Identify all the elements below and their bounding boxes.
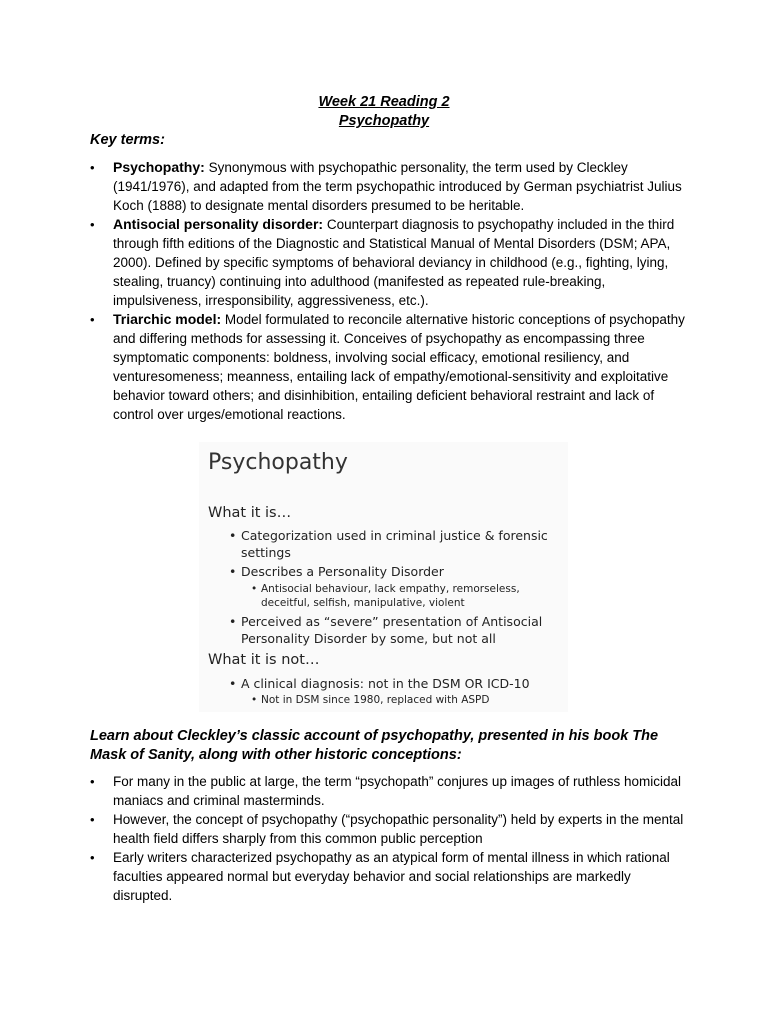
list-item [90, 848, 690, 905]
slide-subpoint-text: Antisocial behaviour, lack empathy, remorseless, deceitful, selfish, manipulative, violent [261, 583, 520, 609]
slide-point [229, 613, 571, 647]
learn-points-list [90, 772, 690, 905]
bullet-icon: • [90, 312, 95, 327]
bullet-icon: • [90, 812, 95, 827]
bullet-icon: • [251, 694, 258, 706]
document-title [0, 93, 768, 131]
bullet-icon: • [90, 160, 95, 175]
list-item [90, 810, 690, 848]
title-week: Week 21 Reading 2 [318, 94, 450, 110]
slide-point-text: Perceived as “severe” presentation of Antisocial Personality Disorder by some, but not all [241, 614, 543, 646]
list-item [90, 158, 690, 215]
list-item-text: For many in the public at large, the term “psychopath” conjures up images of ruthless homicidal maniacs and criminal masterminds. [113, 774, 682, 808]
slide-what-it-is-not: What it is not… [208, 652, 320, 668]
bullet-icon: • [229, 676, 237, 691]
term-label: Psychopathy: [113, 159, 205, 175]
slide-point-text: A clinical diagnosis: not in the DSM OR ICD-10 [241, 676, 530, 691]
slide-point [229, 527, 571, 561]
bullet-icon: • [90, 217, 95, 232]
term-definition: Synonymous with psychopathic personality, the term used by Cleckley (1941/1976), and adapted from the term psychopathic introduced by German psychiatrist Julius Koch (1888) to designate mental disorders presumed to be heritable. [113, 160, 682, 213]
bullet-icon: • [229, 528, 237, 543]
key-terms-list [90, 158, 690, 424]
term-label: Triarchic model: [113, 311, 222, 327]
list-item [90, 310, 690, 424]
slide-point [229, 675, 571, 692]
bullet-icon: • [229, 564, 237, 579]
slide-title: Psychopathy [208, 450, 348, 475]
slide-what-it-is: What it is… [208, 505, 292, 521]
slide-point-text: Describes a Personality Disorder [241, 564, 444, 579]
bullet-icon: • [251, 583, 258, 595]
term-definition: Counterpart diagnosis to psychopathy included in the third through fifth editions of the Diagnostic and Statistical Manual of Mental Disorders (DSM; APA, 2000). Defined by specific symptoms of behavioral deviancy in childhood (e.g., fighting, lying, stealing, truancy) continuing into adulthood (manifested as repeated rule-breaking, impulsiveness, irresponsibility, aggressiveness, etc.). [113, 217, 675, 308]
term-definition: Model formulated to reconcile alternative historic conceptions of psychopathy and differing methods for assessing it. Conceives of psychopathy as encompassing three symptomatic components: boldness, involving social efficacy, emotional resiliency, and venturesomeness; meanness, entailing lack of empathy/emotional-sensitivity and exploitative behavior toward others; and disinhibition, entailing deficient behavioral restraint and lack of control over urges/emotional reactions. [113, 312, 685, 422]
list-item [90, 772, 690, 810]
bullet-icon: • [90, 850, 95, 865]
slide-subpoint [251, 693, 571, 707]
list-item-text: Early writers characterized psychopathy as an atypical form of mental illness in which rational faculties appeared normal but everyday behavior and social relationships are markedly disrupted. [113, 850, 670, 903]
list-item-text: However, the concept of psychopathy (“psychopathic personality”) held by experts in the mental health field differs sharply from this common public perception [113, 812, 684, 846]
list-item [90, 215, 690, 310]
bullet-icon: • [90, 774, 95, 789]
slide-point-text: Categorization used in criminal justice & forensic settings [241, 528, 548, 560]
title-topic: Psychopathy [338, 113, 430, 129]
section-heading: Learn about Cleckley’s classic account of psychopathy, presented in his book The Mask of Sanity, along with other historic conceptions: [90, 728, 659, 763]
term-label: Antisocial personality disorder: [113, 216, 324, 232]
bullet-icon: • [229, 614, 237, 629]
slide-image [199, 442, 568, 712]
slide-subpoint-text: Not in DSM since 1980, replaced with ASPD [261, 694, 490, 706]
slide-point [229, 563, 571, 580]
key-terms-heading: Key terms: [90, 132, 165, 148]
slide-subpoint [251, 582, 571, 610]
